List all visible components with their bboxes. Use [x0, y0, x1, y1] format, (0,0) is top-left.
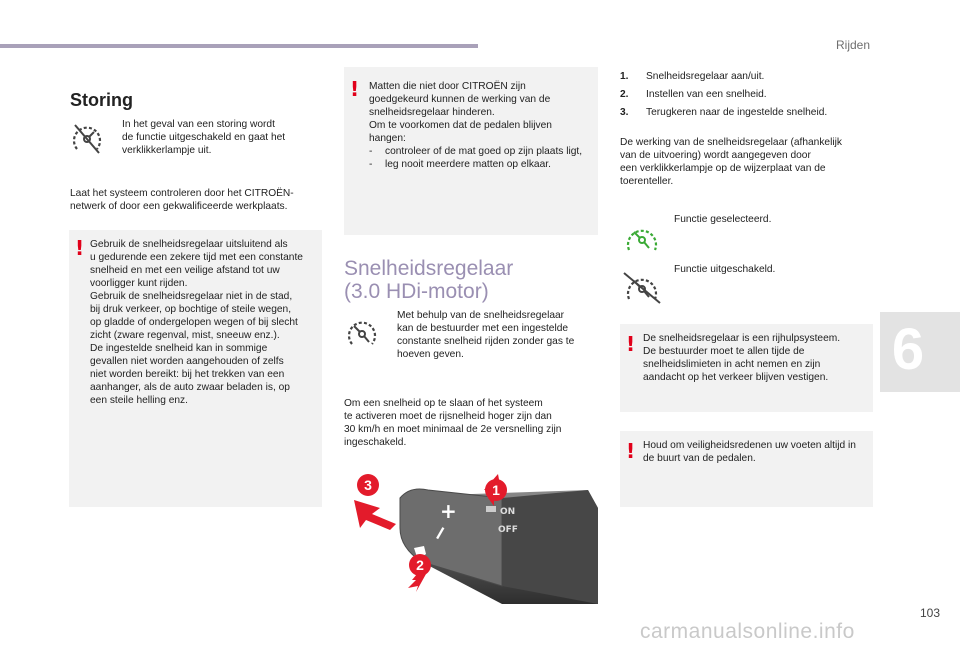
warning-text-2 — [369, 80, 597, 171]
cruise-control-stalk-illustration — [352, 468, 598, 604]
cruise-disabled-icon — [622, 271, 662, 305]
warning-text-3: De snelheidsregelaar is een rijhulpsysteem. De bestuurder moet te allen tijde de snelheidslimieten in acht nemen en zijn aandacht op het verkeer blijven vestigen. — [643, 333, 841, 383]
bullet-text: controleer of de mat goed op zijn plaats ligt, — [385, 146, 583, 157]
status-selected: Functie geselecteerd. — [674, 214, 772, 225]
chapter-tab — [880, 312, 960, 392]
list-item-number: 1. — [620, 71, 629, 82]
warning-box-2 — [344, 67, 598, 235]
watermark: carmanualsonline.info — [640, 620, 855, 643]
warning-text-2-intro: Matten die niet door CITROËN zijn goedgekeurd kunnen de werking van de snelheidsregelaar hinderen. Om te voorkomen dat de pedalen blijven hangen: — [369, 81, 552, 144]
status-text: De werking van de snelheidsregelaar (afhankelijk van de uitvoering) wordt aangegeven door een verklikkerlampje op de wijzerplaat van de toerenteller. — [620, 137, 842, 187]
warning-icon: ! — [350, 77, 360, 101]
status-disabled: Functie uitgeschakeld. — [674, 264, 776, 275]
warning-box-4 — [620, 431, 873, 507]
storing-text: Laat het systeem controleren door het CITROËN- netwerk of door een gekwalificeerde werkplaats. — [70, 188, 294, 212]
on-label: ON — [500, 507, 516, 517]
warning-icon: ! — [626, 332, 636, 356]
page-number: 103 — [920, 606, 941, 620]
bullet-item — [369, 158, 597, 171]
warning-box-1 — [69, 230, 322, 507]
callout-1-label: 1 — [492, 482, 500, 498]
numbered-list — [620, 70, 870, 124]
arrow-3 — [354, 500, 396, 530]
cruise-heading: Snelheidsregelaar (3.0 HDi-motor) — [344, 257, 514, 303]
warning-text-4: Houd om veiligheidsredenen uw voeten altijd in de buurt van de pedalen. — [643, 440, 856, 464]
off-label: OFF — [498, 525, 518, 535]
bullet-item — [369, 145, 597, 158]
chapter-number: 6 — [891, 317, 925, 382]
storing-icon-text: In het geval van een storing wordt de functie uitgeschakeld en gaat het verklikkerlampje uit. — [122, 119, 286, 156]
callout-2-label: 2 — [416, 557, 424, 573]
bullet-dash: - — [369, 159, 373, 170]
warning-icon: ! — [626, 439, 636, 463]
header-bar — [0, 44, 478, 48]
list-item-text: Terugkeren naar de ingestelde snelheid. — [646, 107, 828, 118]
list-item — [620, 88, 870, 101]
list-item-number: 3. — [620, 107, 629, 118]
list-item — [620, 106, 870, 119]
speedometer-icon — [72, 122, 102, 156]
plus-label: + — [440, 499, 457, 523]
cruise-icon-text: Met behulp van de snelheidsregelaar kan de bestuurder met een ingestelde constante snelheid rijden zonder gas te hoeven geven. — [397, 310, 575, 360]
warning-box-3 — [620, 324, 873, 412]
warning-text-1: Gebruik de snelheidsregelaar uitsluitend als u gedurende een zekere tijd met een constante snelheid en met een veilige afstand tot uw voorligger kunt rijden. Gebruik de snelheidsregelaar niet in de stad, bij druk verkeer, op bochtige of steile wegen, op gladde of ondergelopen wegen of bij slecht zicht (zware regenval, mist, sneeuw enz.). De ingestelde snelheid kan in sommige gevallen niet worden aangehouden of zelfs niet worden bereikt: bij het trekken van een aanhanger, als de auto zwaar beladen is, op een steile helling enz. — [90, 239, 303, 406]
bullet-text: leg nooit meerdere matten op elkaar. — [385, 159, 551, 170]
list-item — [620, 70, 870, 83]
storing-heading: Storing — [70, 90, 133, 110]
bullet-dash: - — [369, 146, 373, 157]
cruise-text: Om een snelheid op te slaan of het systeem te activeren moet de rijsnelheid hoger zijn dan 30 km/h en moet minimaal de 2e versnelling zijn ingeschakeld. — [344, 398, 562, 448]
list-item-text: Instellen van een snelheid. — [646, 89, 767, 100]
warning-icon: ! — [75, 236, 85, 260]
cruise-control-icon — [346, 316, 378, 350]
minus-label: − — [425, 519, 455, 546]
callout-3-label: 3 — [364, 477, 372, 493]
cruise-active-icon — [622, 222, 662, 256]
list-item-text: Snelheidsregelaar aan/uit. — [646, 71, 765, 82]
section-title: Rijden — [836, 38, 871, 52]
list-item-number: 2. — [620, 89, 629, 100]
